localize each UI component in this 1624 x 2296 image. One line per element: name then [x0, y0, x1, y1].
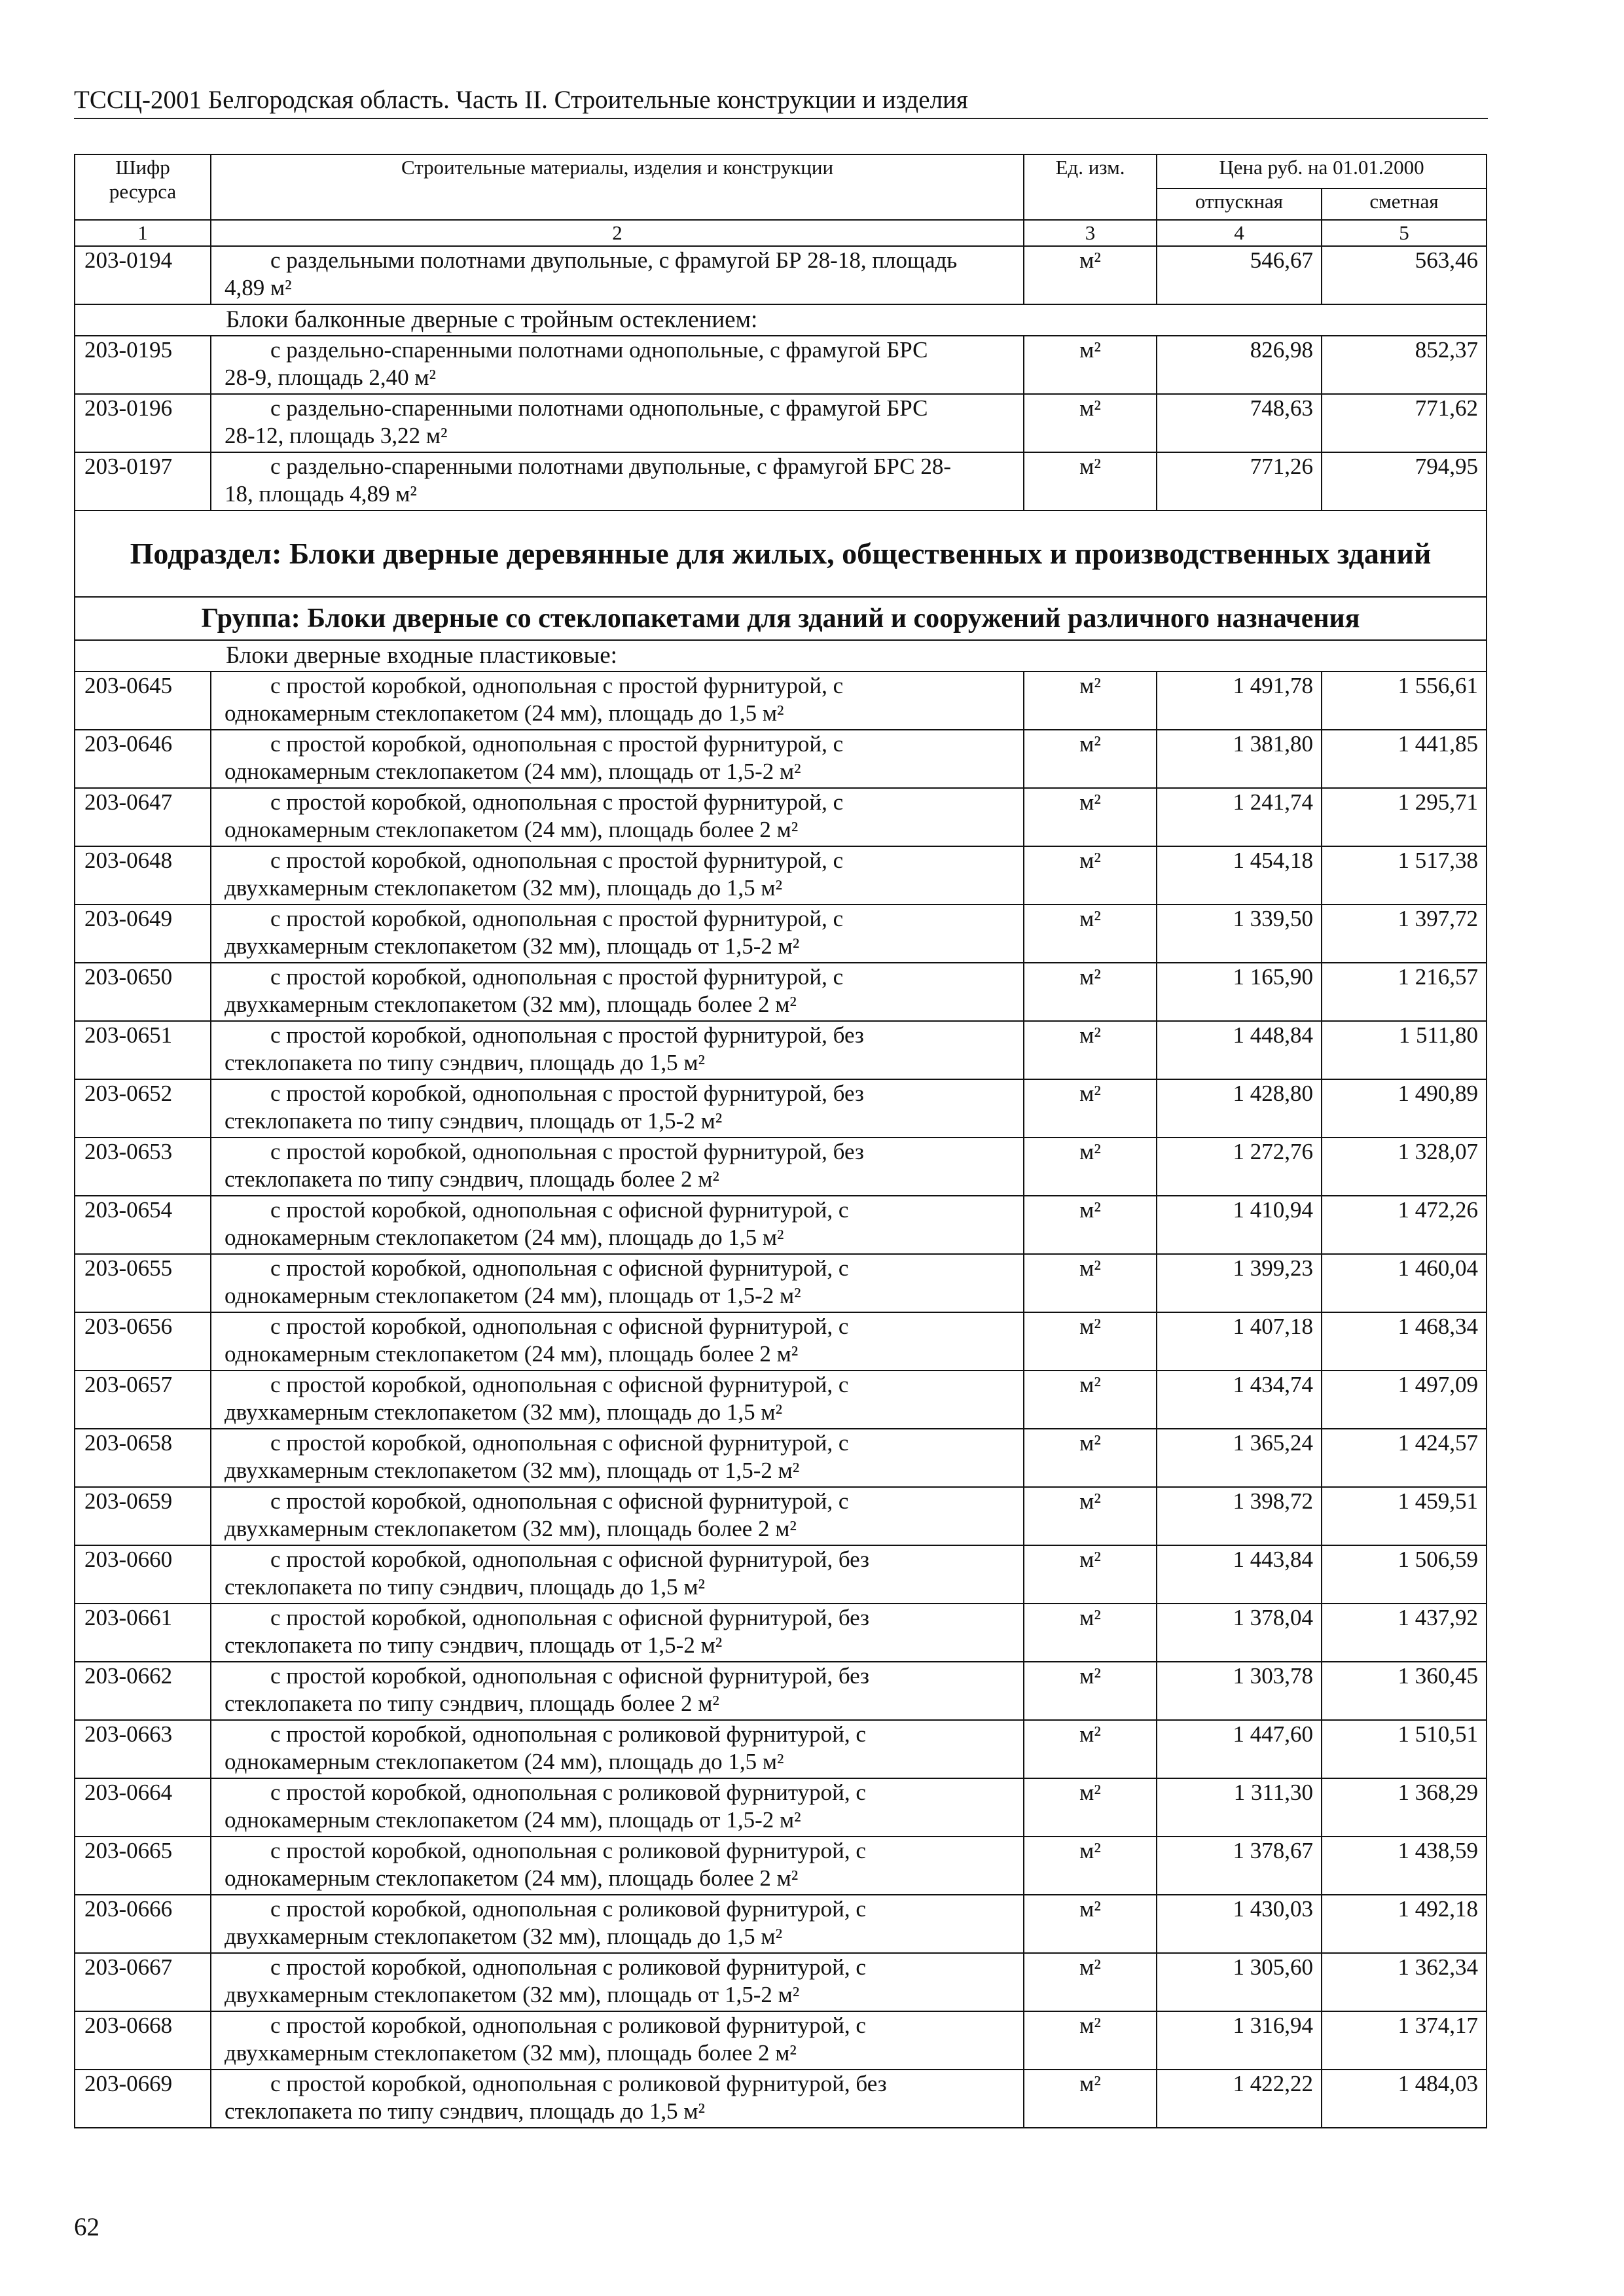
table-row: [75, 1662, 1487, 1720]
unit: м²: [1024, 1720, 1157, 1778]
resource-code: 203-0197: [75, 452, 211, 511]
price-release: 1 378,04: [1157, 1604, 1322, 1662]
table-row: [75, 1604, 1487, 1662]
resource-description: [211, 1895, 1024, 1953]
price-estimate: 1 360,45: [1322, 1662, 1487, 1720]
table-row: [75, 336, 1487, 394]
price-estimate: 1 492,18: [1322, 1895, 1487, 1953]
table-row: [75, 1837, 1487, 1895]
page-number: 62: [74, 2213, 99, 2241]
resource-description: [211, 2070, 1024, 2128]
table-row: [75, 2070, 1487, 2128]
description-line-1: с простой коробкой, однопольная с простой фурнитурой, с: [270, 731, 844, 757]
resource-code: 203-0668: [75, 2011, 211, 2070]
description-line-2: однокамерным стеклопакетом (24 мм), площадь более 2 м²: [225, 817, 799, 842]
description-line-2: стеклопакета по типу сэндвич, площадь до 1,5 м²: [225, 1574, 706, 1600]
unit: м²: [1024, 1254, 1157, 1312]
resource-code: 203-0660: [75, 1545, 211, 1604]
price-estimate: 1 441,85: [1322, 730, 1487, 788]
resource-code: 203-0658: [75, 1429, 211, 1487]
resource-description: [211, 1312, 1024, 1371]
resource-description: [211, 1021, 1024, 1079]
column-number: 4: [1157, 220, 1322, 246]
description-line-1: с простой коробкой, однопольная с офисной фурнитурой, с: [270, 1372, 849, 1397]
column-number: 5: [1322, 220, 1487, 246]
price-estimate: 1 328,07: [1322, 1138, 1487, 1196]
description-line-2: стеклопакета по типу сэндвич, площадь более 2 м²: [225, 1166, 719, 1192]
price-estimate: 771,62: [1322, 394, 1487, 452]
description-line-2: стеклопакета по типу сэндвич, площадь до 1,5 м²: [225, 1050, 706, 1075]
description-line-1: с раздельно-спаренными полотнами однопольные, с фрамугой БРС: [270, 395, 928, 421]
price-release: 1 422,22: [1157, 2070, 1322, 2128]
description-line-2: двухкамерным стеклопакетом (32 мм), площадь до 1,5 м²: [225, 1399, 783, 1425]
table-row: [75, 1196, 1487, 1254]
table-row: [75, 1545, 1487, 1604]
price-estimate: 563,46: [1322, 246, 1487, 304]
description-line-2: двухкамерным стеклопакетом (32 мм), площадь до 1,5 м²: [225, 875, 783, 901]
unit: м²: [1024, 788, 1157, 846]
resource-code: 203-0666: [75, 1895, 211, 1953]
description-line-1: с простой коробкой, однопольная с роликовой фурнитурой, с: [270, 1780, 866, 1805]
resource-code: 203-0648: [75, 846, 211, 905]
resource-description: [211, 672, 1024, 730]
description-line-2: двухкамерным стеклопакетом (32 мм), площадь более 2 м²: [225, 2040, 797, 2066]
price-estimate: 1 511,80: [1322, 1021, 1487, 1079]
price-release: 1 303,78: [1157, 1662, 1322, 1720]
resource-code: 203-0661: [75, 1604, 211, 1662]
unit: м²: [1024, 1604, 1157, 1662]
unit: м²: [1024, 336, 1157, 394]
price-estimate: 1 497,09: [1322, 1371, 1487, 1429]
table-row: [75, 2011, 1487, 2070]
unit: м²: [1024, 672, 1157, 730]
price-release: 1 410,94: [1157, 1196, 1322, 1254]
price-release: 1 447,60: [1157, 1720, 1322, 1778]
resource-description: [211, 1662, 1024, 1720]
subsection-heading: Подраздел: Блоки дверные деревянные для жилых, общественных и производственных зданий: [75, 511, 1487, 597]
description-line-2: однокамерным стеклопакетом (24 мм), площадь более 2 м²: [225, 1341, 799, 1367]
price-release: 1 311,30: [1157, 1778, 1322, 1837]
description-line-1: с простой коробкой, однопольная с простой фурнитурой, с: [270, 848, 844, 873]
group-heading-row: [75, 597, 1487, 640]
resource-code: 203-0647: [75, 788, 211, 846]
running-head: ТССЦ-2001 Белгородская область. Часть II. Строительные конструкции и изделия: [74, 84, 1488, 119]
resource-description: [211, 1429, 1024, 1487]
description-line-1: с простой коробкой, однопольная с простой фурнитурой, с: [270, 673, 844, 698]
description-line-2: однокамерным стеклопакетом (24 мм), площадь до 1,5 м²: [225, 700, 784, 726]
price-estimate: 1 437,92: [1322, 1604, 1487, 1662]
resource-description: [211, 1778, 1024, 1837]
resource-description: [211, 1196, 1024, 1254]
table-row: [75, 672, 1487, 730]
unit: м²: [1024, 1545, 1157, 1604]
unit: м²: [1024, 1953, 1157, 2011]
table-row: [75, 730, 1487, 788]
table-row: [75, 1138, 1487, 1196]
unit: м²: [1024, 905, 1157, 963]
description-line-2: двухкамерным стеклопакетом (32 мм), площадь более 2 м²: [225, 1516, 797, 1541]
description-line-1: с простой коробкой, однопольная с офисной фурнитурой, с: [270, 1255, 849, 1281]
description-line-1: с простой коробкой, однопольная с роликовой фурнитурой, с: [270, 1896, 866, 1922]
unit: м²: [1024, 1429, 1157, 1487]
resource-description: [211, 1837, 1024, 1895]
column-number: 3: [1024, 220, 1157, 246]
description-line-1: с простой коробкой, однопольная с простой фурнитурой, без: [270, 1081, 864, 1106]
price-release: 1 398,72: [1157, 1487, 1322, 1545]
resource-code: 203-0655: [75, 1254, 211, 1312]
description-line-2: однокамерным стеклопакетом (24 мм), площадь до 1,5 м²: [225, 1749, 784, 1774]
resource-description: [211, 905, 1024, 963]
description-line-1: с простой коробкой, однопольная с простой фурнитурой, с: [270, 906, 844, 931]
price-release: 1 339,50: [1157, 905, 1322, 963]
description-line-2: стеклопакета по типу сэндвич, площадь до 1,5 м²: [225, 2098, 706, 2124]
price-release: 1 434,74: [1157, 1371, 1322, 1429]
unit: м²: [1024, 1778, 1157, 1837]
description-line-2: однокамерным стеклопакетом (24 мм), площадь от 1,5-2 м²: [225, 759, 801, 784]
resource-description: [211, 246, 1024, 304]
table-row: [75, 246, 1487, 304]
resource-code: 203-0656: [75, 1312, 211, 1371]
description-line-1: с простой коробкой, однопольная с офисной фурнитурой, без: [270, 1605, 869, 1630]
resource-description: [211, 846, 1024, 905]
resource-description: [211, 1079, 1024, 1138]
price-estimate: 1 368,29: [1322, 1778, 1487, 1837]
resource-code: 203-0646: [75, 730, 211, 788]
resource-code: 203-0654: [75, 1196, 211, 1254]
table-row: [75, 1895, 1487, 1953]
price-release: 1 454,18: [1157, 846, 1322, 905]
resource-description: [211, 394, 1024, 452]
price-estimate: 1 506,59: [1322, 1545, 1487, 1604]
description-line-1: с простой коробкой, однопольная с роликовой фурнитурой, с: [270, 2013, 866, 2038]
description-line-2: однокамерным стеклопакетом (24 мм), площадь более 2 м²: [225, 1865, 799, 1891]
price-estimate: 1 484,03: [1322, 2070, 1487, 2128]
unit: м²: [1024, 1138, 1157, 1196]
table-row: [75, 846, 1487, 905]
price-release: 1 241,74: [1157, 788, 1322, 846]
price-estimate: 1 397,72: [1322, 905, 1487, 963]
price-estimate: 1 510,51: [1322, 1720, 1487, 1778]
price-release: 1 448,84: [1157, 1021, 1322, 1079]
table-row: [75, 1254, 1487, 1312]
unit: м²: [1024, 452, 1157, 511]
unit: м²: [1024, 1837, 1157, 1895]
price-release: 1 365,24: [1157, 1429, 1322, 1487]
resource-description: [211, 788, 1024, 846]
category-title: Блоки балконные дверные с тройным остеклением:: [75, 304, 1487, 336]
description-line-1: с простой коробкой, однопольная с офисной фурнитурой, без: [270, 1663, 869, 1689]
column-numbers-row: [75, 220, 1487, 246]
subsection-heading-row: [75, 511, 1487, 597]
resource-description: [211, 1953, 1024, 2011]
description-line-1: с простой коробкой, однопольная с офисной фурнитурой, с: [270, 1488, 849, 1514]
price-estimate: 1 424,57: [1322, 1429, 1487, 1487]
description-line-1: с простой коробкой, однопольная с роликовой фурнитурой, с: [270, 1721, 866, 1747]
description-line-1: с простой коробкой, однопольная с простой фурнитурой, с: [270, 964, 844, 990]
unit: м²: [1024, 1021, 1157, 1079]
unit: м²: [1024, 1371, 1157, 1429]
price-release: 1 305,60: [1157, 1953, 1322, 2011]
unit: м²: [1024, 1196, 1157, 1254]
price-estimate: 1 459,51: [1322, 1487, 1487, 1545]
unit: м²: [1024, 963, 1157, 1021]
resource-description: [211, 1487, 1024, 1545]
description-line-2: двухкамерным стеклопакетом (32 мм), площадь от 1,5-2 м²: [225, 933, 800, 959]
description-line-2: 4,89 м²: [225, 275, 292, 300]
resource-code: 203-0659: [75, 1487, 211, 1545]
price-estimate: 1 556,61: [1322, 672, 1487, 730]
price-estimate: 1 517,38: [1322, 846, 1487, 905]
header-unit: Ед. изм.: [1024, 154, 1157, 220]
unit: м²: [1024, 2011, 1157, 2070]
resource-description: [211, 1604, 1024, 1662]
resource-description: [211, 1138, 1024, 1196]
description-line-1: с простой коробкой, однопольная с офисной фурнитурой, с: [270, 1314, 849, 1339]
table-row: [75, 1021, 1487, 1079]
unit: м²: [1024, 1662, 1157, 1720]
price-estimate: 794,95: [1322, 452, 1487, 511]
column-number: 1: [75, 220, 211, 246]
description-line-1: с простой коробкой, однопольная с офисной фурнитурой, без: [270, 1547, 869, 1572]
price-release: 1 491,78: [1157, 672, 1322, 730]
category-title: Блоки дверные входные пластиковые:: [75, 640, 1487, 672]
header-code: Шифр ресурса: [75, 154, 211, 220]
resource-code: 203-0665: [75, 1837, 211, 1895]
description-line-1: с простой коробкой, однопольная с простой фурнитурой, с: [270, 789, 844, 815]
description-line-1: с простой коробкой, однопольная с роликовой фурнитурой, с: [270, 1838, 866, 1863]
price-estimate: 1 374,17: [1322, 2011, 1487, 2070]
price-estimate: 1 472,26: [1322, 1196, 1487, 1254]
description-line-2: двухкамерным стеклопакетом (32 мм), площадь более 2 м²: [225, 992, 797, 1017]
price-release: 1 272,76: [1157, 1138, 1322, 1196]
category-title-row: [75, 640, 1487, 672]
description-line-2: однокамерным стеклопакетом (24 мм), площадь от 1,5-2 м²: [225, 1807, 801, 1833]
resource-code: 203-0195: [75, 336, 211, 394]
price-release: 1 428,80: [1157, 1079, 1322, 1138]
price-table: [74, 154, 1487, 2128]
description-line-2: двухкамерным стеклопакетом (32 мм), площадь от 1,5-2 м²: [225, 1458, 800, 1483]
description-line-1: с простой коробкой, однопольная с простой фурнитурой, без: [270, 1022, 864, 1048]
description-line-2: 28-9, площадь 2,40 м²: [225, 365, 436, 390]
description-line-2: 18, площадь 4,89 м²: [225, 481, 417, 507]
resource-description: [211, 452, 1024, 511]
resource-code: 203-0664: [75, 1778, 211, 1837]
price-release: 771,26: [1157, 452, 1322, 511]
description-line-2: однокамерным стеклопакетом (24 мм), площадь до 1,5 м²: [225, 1225, 784, 1250]
table-row: [75, 963, 1487, 1021]
table-row: [75, 1312, 1487, 1371]
group-heading: Группа: Блоки дверные со стеклопакетами для зданий и сооружений различного назначения: [75, 597, 1487, 640]
description-line-2: двухкамерным стеклопакетом (32 мм), площадь от 1,5-2 м²: [225, 1982, 800, 2007]
price-release: 1 316,94: [1157, 2011, 1322, 2070]
price-release: 1 443,84: [1157, 1545, 1322, 1604]
description-line-2: однокамерным стеклопакетом (24 мм), площадь от 1,5-2 м²: [225, 1283, 801, 1308]
table-row: [75, 1487, 1487, 1545]
price-estimate: 1 460,04: [1322, 1254, 1487, 1312]
resource-code: 203-0657: [75, 1371, 211, 1429]
price-release: 1 165,90: [1157, 963, 1322, 1021]
price-estimate: 1 362,34: [1322, 1953, 1487, 2011]
resource-code: 203-0651: [75, 1021, 211, 1079]
price-release: 826,98: [1157, 336, 1322, 394]
column-number: 2: [211, 220, 1024, 246]
description-line-1: с простой коробкой, однопольная с простой фурнитурой, без: [270, 1139, 864, 1164]
description-line-1: с раздельными полотнами двупольные, с фрамугой БР 28-18, площадь: [270, 247, 958, 273]
header-price-estimate: сметная: [1322, 188, 1487, 220]
resource-description: [211, 730, 1024, 788]
description-line-1: с простой коробкой, однопольная с роликовой фурнитурой, без: [270, 2071, 887, 2096]
table-row: [75, 1371, 1487, 1429]
price-estimate: 852,37: [1322, 336, 1487, 394]
resource-description: [211, 1720, 1024, 1778]
unit: м²: [1024, 846, 1157, 905]
resource-code: 203-0662: [75, 1662, 211, 1720]
unit: м²: [1024, 1895, 1157, 1953]
resource-description: [211, 336, 1024, 394]
unit: м²: [1024, 1487, 1157, 1545]
unit: м²: [1024, 730, 1157, 788]
description-line-2: стеклопакета по типу сэндвич, площадь от 1,5-2 м²: [225, 1632, 723, 1658]
resource-code: 203-0649: [75, 905, 211, 963]
description-line-2: стеклопакета по типу сэндвич, площадь более 2 м²: [225, 1691, 719, 1716]
header-price: Цена руб. на 01.01.2000: [1157, 154, 1487, 188]
resource-code: 203-0652: [75, 1079, 211, 1138]
unit: м²: [1024, 2070, 1157, 2128]
resource-code: 203-0194: [75, 246, 211, 304]
unit: м²: [1024, 1312, 1157, 1371]
table-row: [75, 394, 1487, 452]
description-line-1: с простой коробкой, однопольная с офисной фурнитурой, с: [270, 1430, 849, 1456]
price-release: 1 430,03: [1157, 1895, 1322, 1953]
table-row: [75, 905, 1487, 963]
resource-code: 203-0669: [75, 2070, 211, 2128]
table-row: [75, 452, 1487, 511]
price-estimate: 1 438,59: [1322, 1837, 1487, 1895]
resource-code: 203-0667: [75, 1953, 211, 2011]
price-release: 1 399,23: [1157, 1254, 1322, 1312]
table-row: [75, 1953, 1487, 2011]
resource-code: 203-0663: [75, 1720, 211, 1778]
resource-code: 203-0645: [75, 672, 211, 730]
price-estimate: 1 490,89: [1322, 1079, 1487, 1138]
resource-code: 203-0196: [75, 394, 211, 452]
category-title-row: [75, 304, 1487, 336]
description-line-1: с раздельно-спаренными полотнами однопольные, с фрамугой БРС: [270, 337, 928, 363]
resource-description: [211, 1254, 1024, 1312]
price-estimate: 1 295,71: [1322, 788, 1487, 846]
description-line-1: с простой коробкой, однопольная с роликовой фурнитурой, с: [270, 1954, 866, 1980]
resource-description: [211, 1545, 1024, 1604]
resource-description: [211, 963, 1024, 1021]
resource-description: [211, 1371, 1024, 1429]
table-row: [75, 1429, 1487, 1487]
unit: м²: [1024, 246, 1157, 304]
resource-description: [211, 2011, 1024, 2070]
header-price-release: отпускная: [1157, 188, 1322, 220]
unit: м²: [1024, 1079, 1157, 1138]
table-row: [75, 1720, 1487, 1778]
price-release: 1 407,18: [1157, 1312, 1322, 1371]
description-line-2: 28-12, площадь 3,22 м²: [225, 423, 448, 448]
table-body: [75, 246, 1487, 2128]
price-estimate: 1 468,34: [1322, 1312, 1487, 1371]
price-release: 1 381,80: [1157, 730, 1322, 788]
table-row: [75, 1778, 1487, 1837]
resource-code: 203-0650: [75, 963, 211, 1021]
table-row: [75, 788, 1487, 846]
unit: м²: [1024, 394, 1157, 452]
resource-code: 203-0653: [75, 1138, 211, 1196]
table-row: [75, 1079, 1487, 1138]
description-line-2: стеклопакета по типу сэндвич, площадь от 1,5-2 м²: [225, 1108, 723, 1134]
price-release: 748,63: [1157, 394, 1322, 452]
description-line-1: с раздельно-спаренными полотнами двупольные, с фрамугой БРС 28-: [270, 454, 952, 479]
price-release: 546,67: [1157, 246, 1322, 304]
price-estimate: 1 216,57: [1322, 963, 1487, 1021]
price-release: 1 378,67: [1157, 1837, 1322, 1895]
description-line-1: с простой коробкой, однопольная с офисной фурнитурой, с: [270, 1197, 849, 1223]
description-line-2: двухкамерным стеклопакетом (32 мм), площадь до 1,5 м²: [225, 1924, 783, 1949]
header-name: Строительные материалы, изделия и конструкции: [211, 154, 1024, 220]
